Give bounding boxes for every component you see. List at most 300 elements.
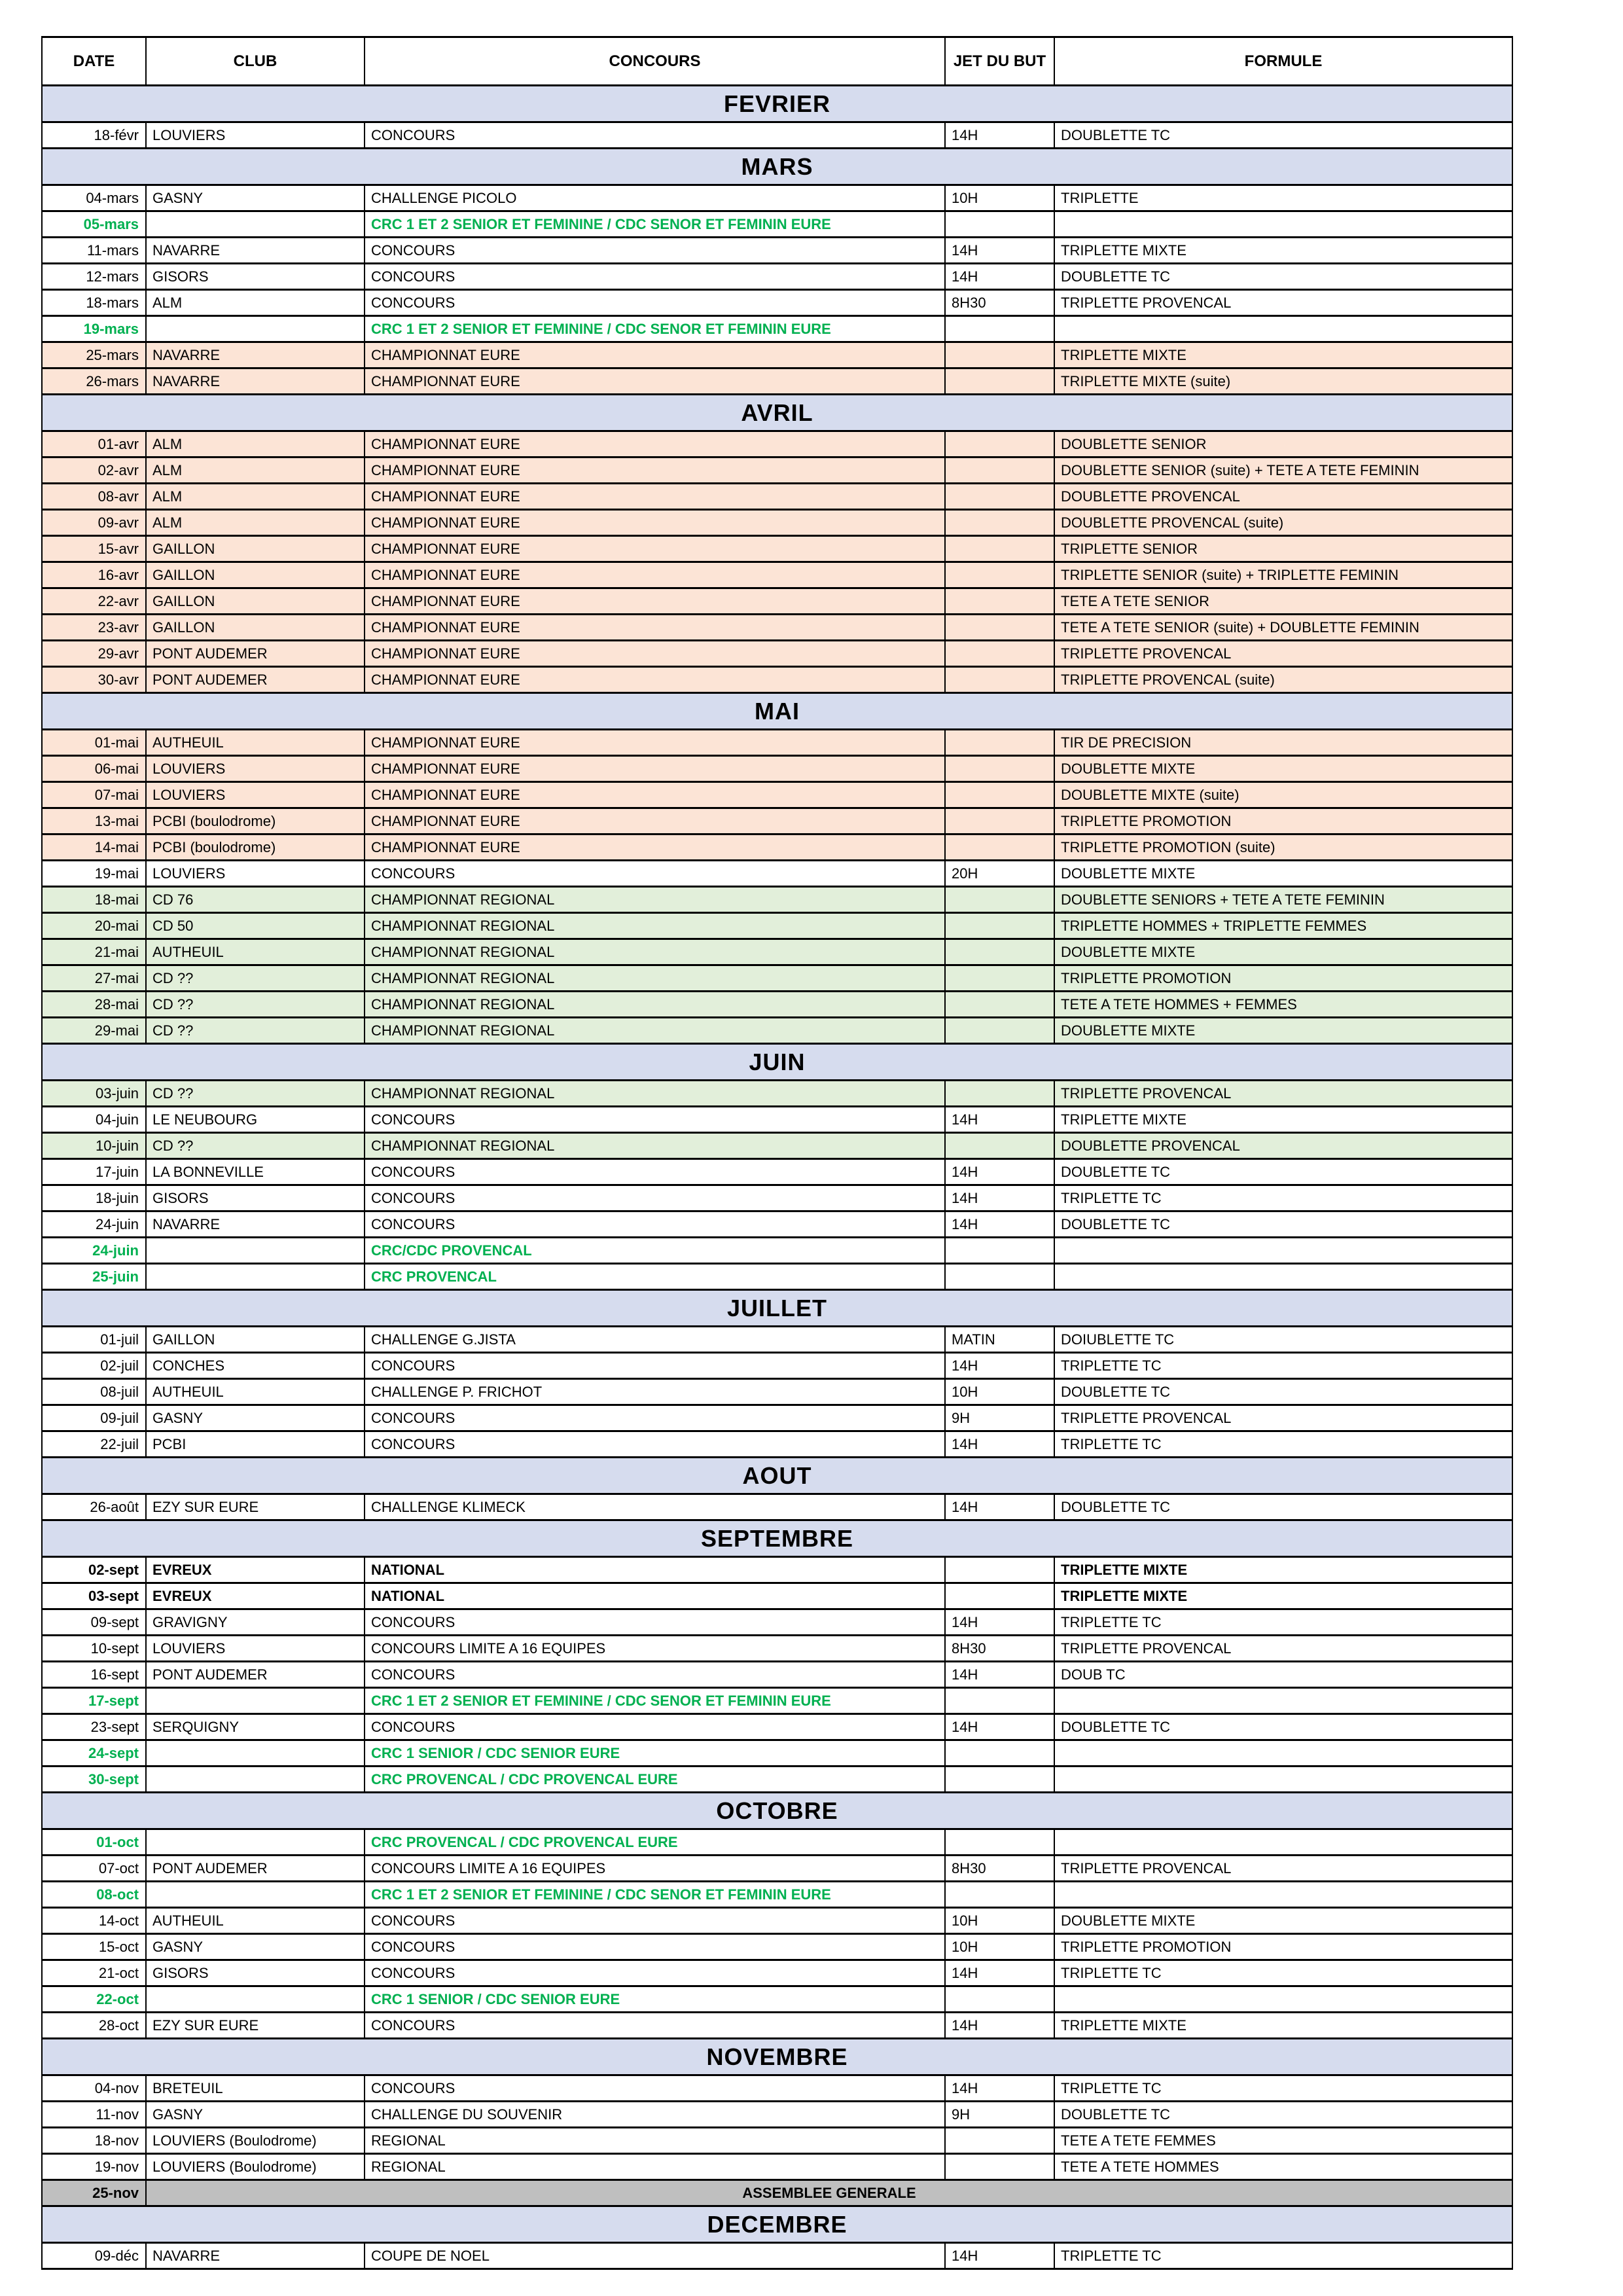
cell-club: EZY SUR EURE	[146, 1494, 365, 1520]
cell-concours: CHAMPIONNAT REGIONAL	[365, 887, 945, 913]
cell-club	[146, 1688, 365, 1714]
cell-date: 06-mai	[42, 756, 146, 782]
cell-jet-du-but	[945, 342, 1054, 368]
table-row	[42, 1238, 1512, 1264]
cell-formule	[1054, 1238, 1512, 1264]
cell-concours: CONCOURS	[365, 1211, 945, 1238]
cell-date: 03-juin	[42, 1081, 146, 1107]
cell-formule: TRIPLETTE TC	[1054, 1185, 1512, 1211]
cell-formule: DOUBLETTE TC	[1054, 1494, 1512, 1520]
cell-date: 19-nov	[42, 2154, 146, 2180]
cell-club: CD ??	[146, 1133, 365, 1159]
cell-concours: CHAMPIONNAT EURE	[365, 808, 945, 834]
cell-concours: NATIONAL	[365, 1583, 945, 1609]
cell-concours: CHAMPIONNAT EURE	[365, 615, 945, 641]
table-row	[42, 834, 1512, 861]
cell-jet-du-but: 8H30	[945, 1856, 1054, 1882]
month-header-label: OCTOBRE	[42, 1793, 1512, 1829]
table-row	[42, 965, 1512, 992]
cell-date: 14-oct	[42, 1908, 146, 1934]
cell-formule: DOUBLETTE MIXTE	[1054, 756, 1512, 782]
cell-formule: TRIPLETTE TC	[1054, 1609, 1512, 1636]
cell-concours: CHAMPIONNAT EURE	[365, 562, 945, 588]
cell-concours: CHAMPIONNAT EURE	[365, 834, 945, 861]
cell-jet-du-but: MATIN	[945, 1327, 1054, 1353]
cell-concours: COUPE DE NOEL	[365, 2243, 945, 2269]
cell-club: GASNY	[146, 2102, 365, 2128]
cell-formule: TRIPLETTE PROVENCAL	[1054, 641, 1512, 667]
cell-concours: CHAMPIONNAT REGIONAL	[365, 939, 945, 965]
cell-club: GISORS	[146, 264, 365, 290]
table-row	[42, 1018, 1512, 1044]
cell-club: ALM	[146, 484, 365, 510]
cell-date: 24-juin	[42, 1211, 146, 1238]
cell-formule: TRIPLETTE MIXTE	[1054, 1583, 1512, 1609]
cell-date: 18-mai	[42, 887, 146, 913]
cell-formule: DOUBLETTE MIXTE	[1054, 939, 1512, 965]
cell-date: 04-nov	[42, 2075, 146, 2102]
cell-jet-du-but	[945, 641, 1054, 667]
cell-formule: TRIPLETTE SENIOR (suite) + TRIPLETTE FEMININ	[1054, 562, 1512, 588]
cell-club: PCBI (boulodrome)	[146, 808, 365, 834]
cell-jet-du-but: 20H	[945, 861, 1054, 887]
cell-jet-du-but	[945, 887, 1054, 913]
cell-jet-du-but: 10H	[945, 1934, 1054, 1960]
cell-jet-du-but: 10H	[945, 185, 1054, 211]
table-row	[42, 562, 1512, 588]
cell-jet-du-but: 8H30	[945, 1636, 1054, 1662]
cell-club: LOUVIERS	[146, 782, 365, 808]
cell-formule: DOUBLETTE PROVENCAL	[1054, 1133, 1512, 1159]
cell-club: AUTHEUIL	[146, 730, 365, 756]
cell-club: NAVARRE	[146, 368, 365, 395]
cell-date: 15-avr	[42, 536, 146, 562]
month-header-row	[42, 1458, 1512, 1494]
cell-date: 25-mars	[42, 342, 146, 368]
table-row	[42, 1557, 1512, 1583]
table-row	[42, 1185, 1512, 1211]
table-row	[42, 1740, 1512, 1767]
cell-date: 02-avr	[42, 457, 146, 484]
table-row	[42, 1583, 1512, 1609]
cell-jet-du-but: 14H	[945, 1609, 1054, 1636]
cell-formule: TRIPLETTE PROVENCAL (suite)	[1054, 667, 1512, 693]
cell-formule: TRIPLETTE PROVENCAL	[1054, 290, 1512, 316]
cell-formule: TRIPLETTE TC	[1054, 1431, 1512, 1458]
cell-formule: DOUBLETTE TC	[1054, 1379, 1512, 1405]
cell-jet-du-but	[945, 756, 1054, 782]
table-row	[42, 1688, 1512, 1714]
cell-concours: CHAMPIONNAT EURE	[365, 342, 945, 368]
cell-formule: TRIPLETTE MIXTE	[1054, 1557, 1512, 1583]
cell-date: 19-mai	[42, 861, 146, 887]
table-row	[42, 2180, 1512, 2206]
table-row	[42, 887, 1512, 913]
cell-date: 22-juil	[42, 1431, 146, 1458]
table-row	[42, 510, 1512, 536]
cell-date: 28-oct	[42, 2013, 146, 2039]
cell-concours: CRC 1 SENIOR / CDC SENIOR EURE	[365, 1740, 945, 1767]
table-row	[42, 316, 1512, 342]
cell-formule: DOUBLETTE PROVENCAL	[1054, 484, 1512, 510]
cell-date: 10-juin	[42, 1133, 146, 1159]
cell-formule	[1054, 211, 1512, 238]
cell-concours: CHAMPIONNAT REGIONAL	[365, 1133, 945, 1159]
cell-club: GAILLON	[146, 615, 365, 641]
cell-jet-du-but: 14H	[945, 1960, 1054, 1986]
cell-jet-du-but	[945, 1133, 1054, 1159]
cell-date: 01-oct	[42, 1829, 146, 1856]
cell-jet-du-but	[945, 1688, 1054, 1714]
cell-formule: DOUBLETTE SENIOR	[1054, 431, 1512, 457]
cell-formule: TRIPLETTE PROVENCAL	[1054, 1081, 1512, 1107]
month-header-label: FEVRIER	[42, 86, 1512, 122]
cell-club: AUTHEUIL	[146, 1379, 365, 1405]
table-row	[42, 1431, 1512, 1458]
cell-club: NAVARRE	[146, 238, 365, 264]
cell-date: 21-mai	[42, 939, 146, 965]
cell-date: 07-mai	[42, 782, 146, 808]
cell-formule: DOUBLETTE TC	[1054, 122, 1512, 149]
cell-concours: CHAMPIONNAT REGIONAL	[365, 965, 945, 992]
cell-concours: REGIONAL	[365, 2154, 945, 2180]
cell-concours: CONCOURS	[365, 1960, 945, 1986]
cell-concours: CHAMPIONNAT REGIONAL	[365, 913, 945, 939]
cell-date: 29-avr	[42, 641, 146, 667]
table-row	[42, 992, 1512, 1018]
month-header-row	[42, 1290, 1512, 1327]
cell-concours: CRC 1 SENIOR / CDC SENIOR EURE	[365, 1986, 945, 2013]
cell-concours: CONCOURS	[365, 1934, 945, 1960]
table-row	[42, 615, 1512, 641]
cell-club: EVREUX	[146, 1557, 365, 1583]
cell-club: PONT AUDEMER	[146, 1856, 365, 1882]
cell-club: CD ??	[146, 992, 365, 1018]
cell-club: CD ??	[146, 1081, 365, 1107]
cell-jet-du-but	[945, 316, 1054, 342]
cell-date: 25-nov	[42, 2180, 146, 2206]
cell-formule: DOUBLETTE MIXTE	[1054, 1018, 1512, 1044]
cell-club: PCBI	[146, 1431, 365, 1458]
cell-club	[146, 1986, 365, 2013]
cell-jet-du-but	[945, 431, 1054, 457]
cell-formule	[1054, 1882, 1512, 1908]
table-row	[42, 2075, 1512, 2102]
cell-club: LOUVIERS	[146, 861, 365, 887]
table-row	[42, 2154, 1512, 2180]
cell-concours: CHAMPIONNAT EURE	[365, 756, 945, 782]
cell-club	[146, 1740, 365, 1767]
cell-date: 23-avr	[42, 615, 146, 641]
cell-date: 22-avr	[42, 588, 146, 615]
cell-jet-du-but	[945, 484, 1054, 510]
cell-date: 16-sept	[42, 1662, 146, 1688]
cell-jet-du-but: 14H	[945, 1431, 1054, 1458]
cell-date: 18-juin	[42, 1185, 146, 1211]
month-header-label: NOVEMBRE	[42, 2039, 1512, 2075]
cell-concours: NATIONAL	[365, 1557, 945, 1583]
cell-date: 27-mai	[42, 965, 146, 992]
cell-concours: CHAMPIONNAT EURE	[365, 431, 945, 457]
cell-jet-du-but: 10H	[945, 1908, 1054, 1934]
month-header-row	[42, 2039, 1512, 2075]
table-row	[42, 457, 1512, 484]
month-header-row	[42, 1520, 1512, 1557]
cell-date: 04-juin	[42, 1107, 146, 1133]
month-header-row	[42, 1793, 1512, 1829]
table-row	[42, 536, 1512, 562]
cell-concours: CONCOURS	[365, 238, 945, 264]
cell-concours: CONCOURS	[365, 1609, 945, 1636]
cell-formule: DOUBLETTE TC	[1054, 1714, 1512, 1740]
cell-jet-du-but: 14H	[945, 1107, 1054, 1133]
cell-club	[146, 1238, 365, 1264]
cell-concours: CONCOURS	[365, 1662, 945, 1688]
cell-jet-du-but	[945, 939, 1054, 965]
cell-jet-du-but	[945, 1264, 1054, 1290]
cell-formule	[1054, 1767, 1512, 1793]
cell-jet-du-but: 14H	[945, 2243, 1054, 2269]
cell-formule: DOUBLETTE TC	[1054, 2102, 1512, 2128]
cell-club: PONT AUDEMER	[146, 667, 365, 693]
cell-jet-du-but	[945, 965, 1054, 992]
cell-date: 01-juil	[42, 1327, 146, 1353]
cell-jet-du-but	[945, 368, 1054, 395]
table-row	[42, 2102, 1512, 2128]
cell-jet-du-but: 14H	[945, 238, 1054, 264]
cell-formule: TRIPLETTE TC	[1054, 2243, 1512, 2269]
cell-club: LOUVIERS	[146, 756, 365, 782]
cell-formule: DOUBLETTE PROVENCAL (suite)	[1054, 510, 1512, 536]
table-row	[42, 342, 1512, 368]
cell-club	[146, 1767, 365, 1793]
table-row	[42, 484, 1512, 510]
cell-date: 12-mars	[42, 264, 146, 290]
cell-club	[146, 1829, 365, 1856]
cell-concours: CONCOURS	[365, 1159, 945, 1185]
cell-formule: TRIPLETTE MIXTE	[1054, 238, 1512, 264]
table-row	[42, 1353, 1512, 1379]
table-row	[42, 1609, 1512, 1636]
cell-date: 09-déc	[42, 2243, 146, 2269]
cell-concours: CHAMPIONNAT EURE	[365, 457, 945, 484]
cell-date: 03-sept	[42, 1583, 146, 1609]
cell-formule: TRIPLETTE	[1054, 185, 1512, 211]
cell-concours: CONCOURS	[365, 1185, 945, 1211]
cell-concours: CHAMPIONNAT EURE	[365, 510, 945, 536]
cell-date: 28-mai	[42, 992, 146, 1018]
cell-formule: DOUBLETTE MIXTE (suite)	[1054, 782, 1512, 808]
cell-club: GISORS	[146, 1185, 365, 1211]
table-row	[42, 185, 1512, 211]
month-header-label: MARS	[42, 149, 1512, 185]
table-row	[42, 1081, 1512, 1107]
cell-club: GASNY	[146, 1405, 365, 1431]
cell-club: ALM	[146, 457, 365, 484]
table-row	[42, 290, 1512, 316]
cell-club: GAILLON	[146, 588, 365, 615]
cell-concours: CHAMPIONNAT EURE	[365, 641, 945, 667]
cell-formule: DOUBLETTE TC	[1054, 1159, 1512, 1185]
table-row	[42, 1159, 1512, 1185]
cell-concours: CONCOURS	[365, 1714, 945, 1740]
cell-concours: CRC 1 ET 2 SENIOR ET FEMININE / CDC SENOR ET FEMININ EURE	[365, 1688, 945, 1714]
cell-date: 10-sept	[42, 1636, 146, 1662]
cell-date: 17-sept	[42, 1688, 146, 1714]
cell-concours: CRC 1 ET 2 SENIOR ET FEMININE / CDC SENOR ET FEMININ EURE	[365, 1882, 945, 1908]
cell-jet-du-but	[945, 1740, 1054, 1767]
cell-date: 08-oct	[42, 1882, 146, 1908]
cell-concours: CRC 1 ET 2 SENIOR ET FEMININE / CDC SENOR ET FEMININ EURE	[365, 211, 945, 238]
cell-formule: TETE A TETE SENIOR	[1054, 588, 1512, 615]
cell-concours: CONCOURS	[365, 1353, 945, 1379]
cell-formule: DOUBLETTE SENIORS + TETE A TETE FEMININ	[1054, 887, 1512, 913]
cell-concours: CHAMPIONNAT REGIONAL	[365, 1081, 945, 1107]
cell-club: GISORS	[146, 1960, 365, 1986]
cell-jet-du-but	[945, 834, 1054, 861]
cell-formule	[1054, 1829, 1512, 1856]
table-row	[42, 756, 1512, 782]
cell-formule: TRIPLETTE HOMMES + TRIPLETTE FEMMES	[1054, 913, 1512, 939]
table-row	[42, 1829, 1512, 1856]
cell-club: PONT AUDEMER	[146, 1662, 365, 1688]
cell-concours: CONCOURS	[365, 1431, 945, 1458]
cell-club: AUTHEUIL	[146, 1908, 365, 1934]
cell-formule: DOIUBLETTE TC	[1054, 1327, 1512, 1353]
cell-date: 08-avr	[42, 484, 146, 510]
cell-concours: CHALLENGE P. FRICHOT	[365, 1379, 945, 1405]
cell-club	[146, 316, 365, 342]
cell-formule: DOUBLETTE TC	[1054, 264, 1512, 290]
cell-date: 26-mars	[42, 368, 146, 395]
cell-formule: TRIPLETTE PROVENCAL	[1054, 1636, 1512, 1662]
cell-club: CD 76	[146, 887, 365, 913]
month-header-row	[42, 693, 1512, 730]
cell-date: 11-mars	[42, 238, 146, 264]
cell-club: GRAVIGNY	[146, 1609, 365, 1636]
table-row	[42, 368, 1512, 395]
cell-jet-du-but	[945, 2128, 1054, 2154]
cell-date: 11-nov	[42, 2102, 146, 2128]
cell-concours: CHAMPIONNAT REGIONAL	[365, 992, 945, 1018]
cell-club: LA BONNEVILLE	[146, 1159, 365, 1185]
cell-jet-du-but	[945, 782, 1054, 808]
cell-date: 09-avr	[42, 510, 146, 536]
cell-concours: CHAMPIONNAT EURE	[365, 536, 945, 562]
cell-club: NAVARRE	[146, 1211, 365, 1238]
cell-club: CD 50	[146, 913, 365, 939]
column-header-jet-du-but: JET DU BUT	[945, 37, 1054, 86]
cell-club: LOUVIERS (Boulodrome)	[146, 2154, 365, 2180]
cell-jet-du-but	[945, 808, 1054, 834]
cell-date: 15-oct	[42, 1934, 146, 1960]
cell-concours: CHAMPIONNAT EURE	[365, 730, 945, 756]
column-header-date: DATE	[42, 37, 146, 86]
cell-club	[146, 1882, 365, 1908]
cell-jet-du-but	[945, 1081, 1054, 1107]
cell-jet-du-but	[945, 1238, 1054, 1264]
month-header-label: DECEMBRE	[42, 2206, 1512, 2243]
cell-date: 19-mars	[42, 316, 146, 342]
cell-club: GAILLON	[146, 536, 365, 562]
cell-formule: TRIPLETTE PROVENCAL	[1054, 1405, 1512, 1431]
cell-club: CONCHES	[146, 1353, 365, 1379]
cell-formule: TRIPLETTE PROMOTION (suite)	[1054, 834, 1512, 861]
cell-club: SERQUIGNY	[146, 1714, 365, 1740]
cell-club: LOUVIERS (Boulodrome)	[146, 2128, 365, 2154]
cell-formule	[1054, 1688, 1512, 1714]
cell-formule: TRIPLETTE MIXTE	[1054, 2013, 1512, 2039]
cell-club: NAVARRE	[146, 342, 365, 368]
table-row	[42, 641, 1512, 667]
month-header-label: MAI	[42, 693, 1512, 730]
cell-date: 23-sept	[42, 1714, 146, 1740]
cell-formule: TETE A TETE FEMMES	[1054, 2128, 1512, 2154]
table-row	[42, 1211, 1512, 1238]
cell-concours: CHAMPIONNAT EURE	[365, 588, 945, 615]
cell-date: 02-juil	[42, 1353, 146, 1379]
cell-date: 29-mai	[42, 1018, 146, 1044]
cell-concours: CONCOURS	[365, 2013, 945, 2039]
table-row	[42, 1264, 1512, 1290]
cell-jet-du-but	[945, 562, 1054, 588]
cell-formule: DOUBLETTE TC	[1054, 1211, 1512, 1238]
cell-date: 01-mai	[42, 730, 146, 756]
cell-concours: CRC 1 ET 2 SENIOR ET FEMININE / CDC SENOR ET FEMININ EURE	[365, 316, 945, 342]
cell-date: 01-avr	[42, 431, 146, 457]
table-row	[42, 1908, 1512, 1934]
table-row	[42, 808, 1512, 834]
cell-concours: CONCOURS	[365, 1405, 945, 1431]
cell-formule: TRIPLETTE MIXTE (suite)	[1054, 368, 1512, 395]
cell-jet-du-but	[945, 1767, 1054, 1793]
cell-club: LE NEUBOURG	[146, 1107, 365, 1133]
table-row	[42, 1960, 1512, 1986]
cell-formule: TRIPLETTE MIXTE	[1054, 1107, 1512, 1133]
column-header-row	[42, 37, 1512, 86]
cell-formule: DOUBLETTE MIXTE	[1054, 861, 1512, 887]
month-header-label: JUILLET	[42, 1290, 1512, 1327]
cell-club: AUTHEUIL	[146, 939, 365, 965]
cell-club	[146, 211, 365, 238]
table-row	[42, 861, 1512, 887]
cell-formule: TIR DE PRECISION	[1054, 730, 1512, 756]
cell-jet-du-but	[945, 536, 1054, 562]
cell-concours: CONCOURS	[365, 2075, 945, 2102]
month-header-row	[42, 86, 1512, 122]
cell-jet-du-but: 14H	[945, 1662, 1054, 1688]
cell-concours: CONCOURS	[365, 1107, 945, 1133]
cell-concours: CHAMPIONNAT REGIONAL	[365, 1018, 945, 1044]
cell-concours: CONCOURS	[365, 122, 945, 149]
cell-formule: TETE A TETE HOMMES + FEMMES	[1054, 992, 1512, 1018]
month-header-row	[42, 395, 1512, 431]
cell-date: 26-août	[42, 1494, 146, 1520]
cell-jet-du-but	[945, 588, 1054, 615]
cell-club: EVREUX	[146, 1583, 365, 1609]
cell-formule: TRIPLETTE TC	[1054, 2075, 1512, 2102]
cell-club: CD ??	[146, 1018, 365, 1044]
month-header-label: SEPTEMBRE	[42, 1520, 1512, 1557]
table-row	[42, 1767, 1512, 1793]
table-row	[42, 1934, 1512, 1960]
cell-date: 09-juil	[42, 1405, 146, 1431]
cell-concours: CRC PROVENCAL / CDC PROVENCAL EURE	[365, 1767, 945, 1793]
table-row	[42, 1714, 1512, 1740]
cell-jet-du-but: 9H	[945, 2102, 1054, 2128]
table-row	[42, 1107, 1512, 1133]
table-row	[42, 122, 1512, 149]
